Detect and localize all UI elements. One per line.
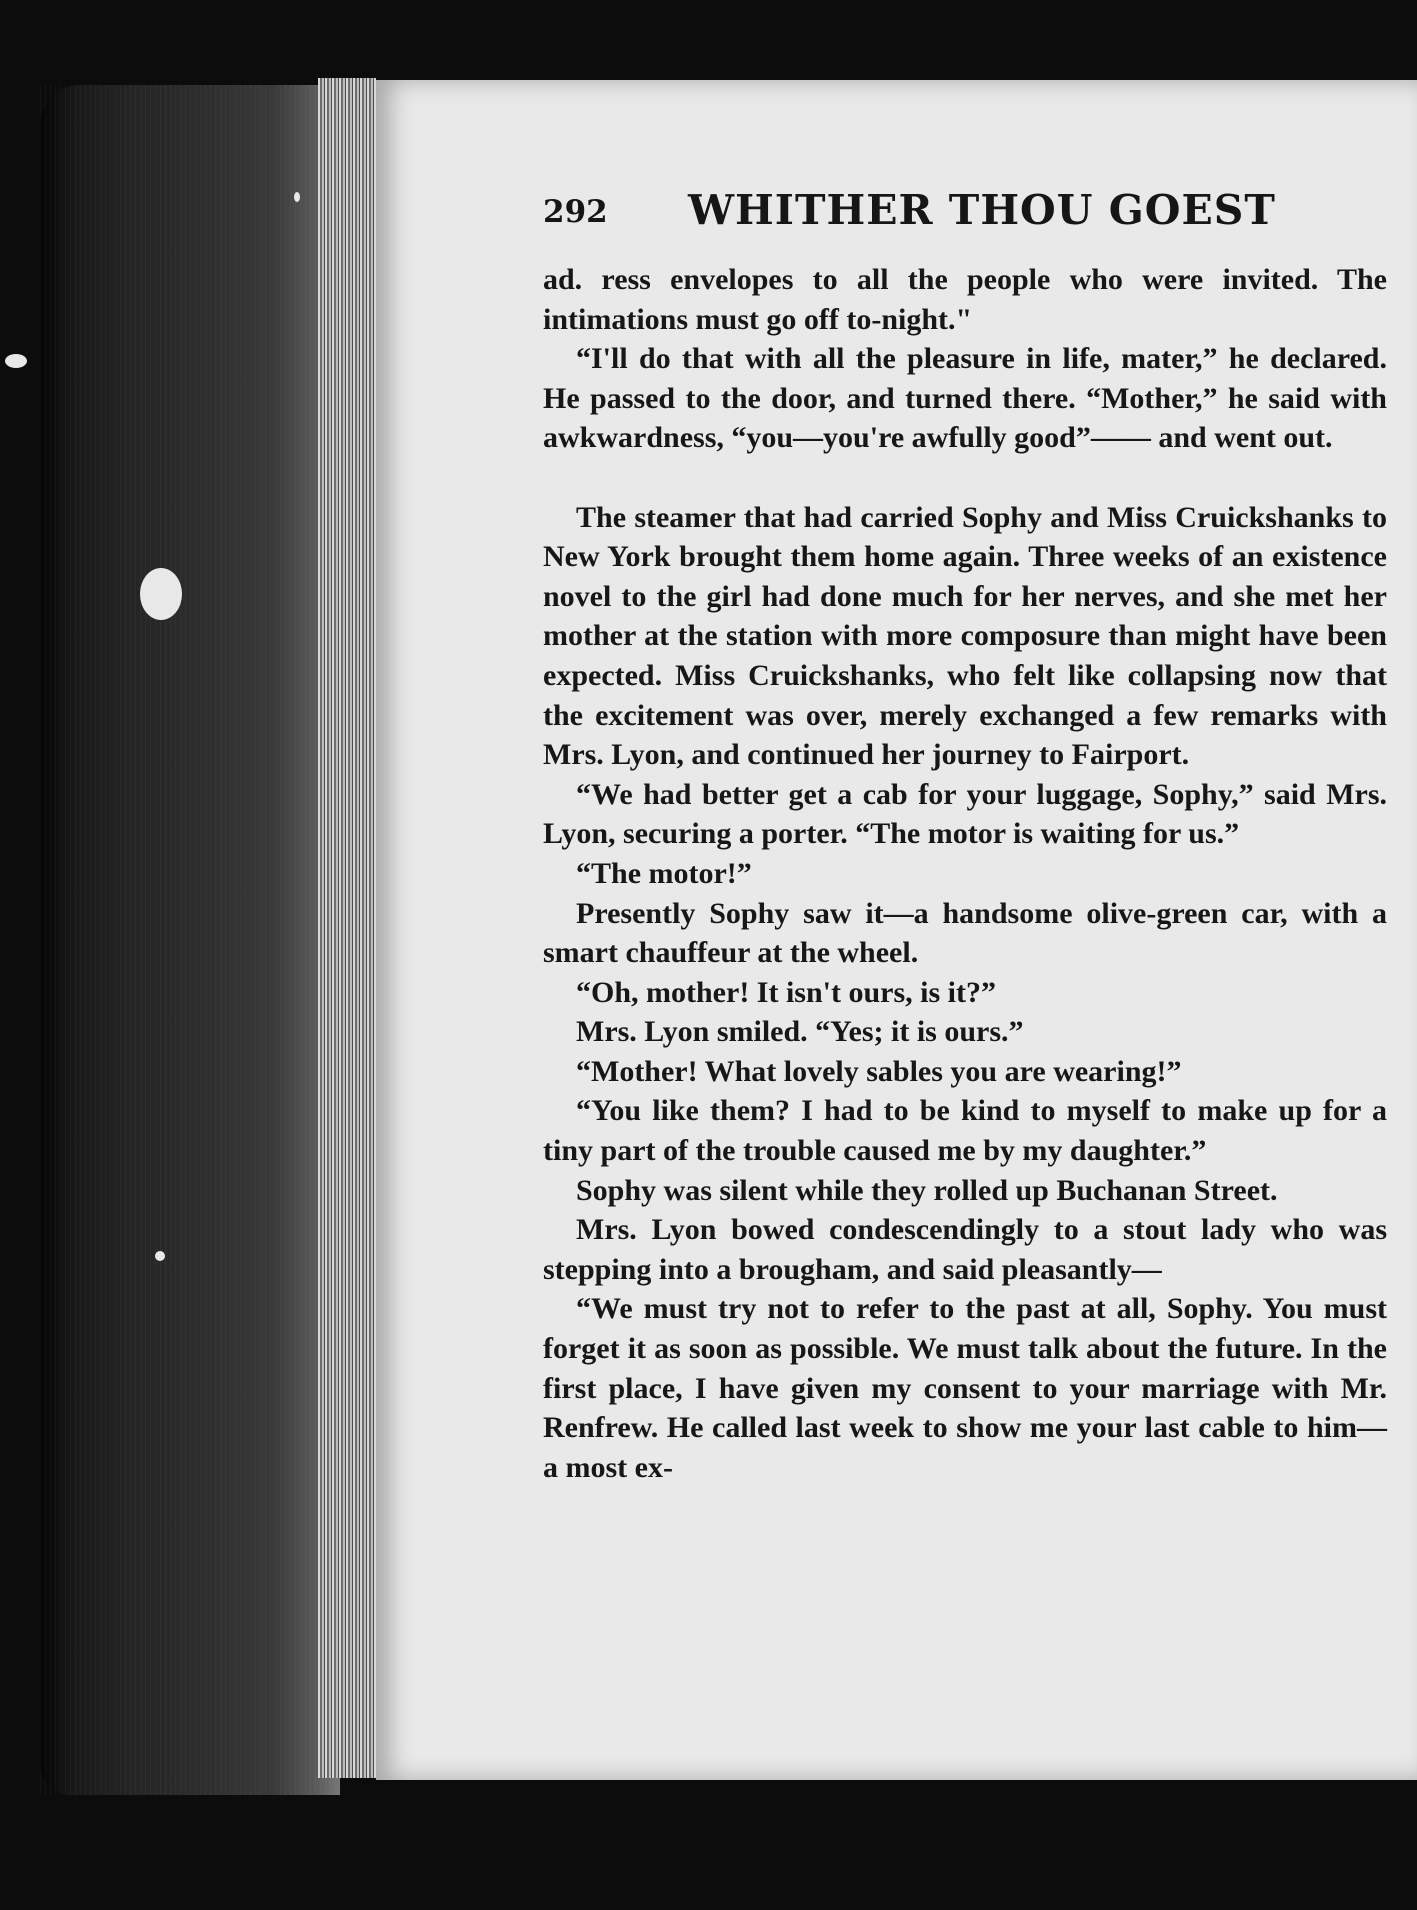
page-edges	[318, 78, 376, 1778]
paragraph: Mrs. Lyon bowed condescendingly to a stout lady who was stepping into a brougham, and said pleasantly—	[543, 1213, 1387, 1286]
paragraph: The steamer that had carried Sophy and Miss Cruickshanks to New York brought them home again. Three weeks of an existence novel to the girl had done much for her nerves, and she met her mother at the station with more composure than might have been expected. Miss Cruickshanks, who felt like collapsing now that the excitement was over, merely exchanged a few remarks with Mrs. Lyon, and continued her journey to Fairport.	[543, 500, 1387, 772]
dust-speck	[294, 192, 300, 202]
dust-speck	[155, 1251, 165, 1261]
dust-speck	[5, 354, 27, 368]
paragraph: ad. ress envelopes to all the people who were invited. The intimations must go off to-night."	[543, 263, 1387, 336]
page-number: 292	[543, 194, 608, 230]
book-block-edge	[40, 85, 340, 1795]
paragraph: Sophy was silent while they rolled up Buchanan Street.	[576, 1173, 1278, 1207]
paragraph: Mrs. Lyon smiled. “Yes; it is ours.”	[576, 1015, 1024, 1049]
paragraph: “We had better get a cab for your luggage, Sophy,” said Mrs. Lyon, securing a porter. “The motor is waiting for us.”	[543, 777, 1387, 851]
paragraph: Presently Sophy saw it—a handsome olive-green car, with a smart chauffeur at the wheel.	[543, 896, 1387, 970]
paragraph: “Oh, mother! It isn't ours, is it?”	[576, 975, 996, 1009]
paragraph: “The motor!”	[576, 856, 752, 890]
body-text	[543, 260, 1387, 1487]
dust-speck	[140, 568, 182, 620]
paragraph: “I'll do that with all the pleasure in life, mater,” he declared. He passed to the door, and turned there. “Mother,” he said with awkwardness, “you—you're awfully good”—— and went out.	[543, 342, 1387, 455]
paragraph: “Mother! What lovely sables you are wearing!”	[576, 1054, 1182, 1088]
running-header	[543, 184, 1276, 240]
paragraph: “You like them? I had to be kind to myself to make up for a tiny part of the trouble caused me by my daughter.”	[543, 1094, 1387, 1168]
running-title: WHITHER THOU GOEST	[688, 186, 1276, 234]
paragraph: “We must try not to refer to the past at all, Sophy. You must forget it as soon as possible. We must talk about the future. In the first place, I have given my consent to your marriage with Mr. Renfrew. He called last week to show me your last cable to him—a most ex-	[543, 1292, 1387, 1484]
